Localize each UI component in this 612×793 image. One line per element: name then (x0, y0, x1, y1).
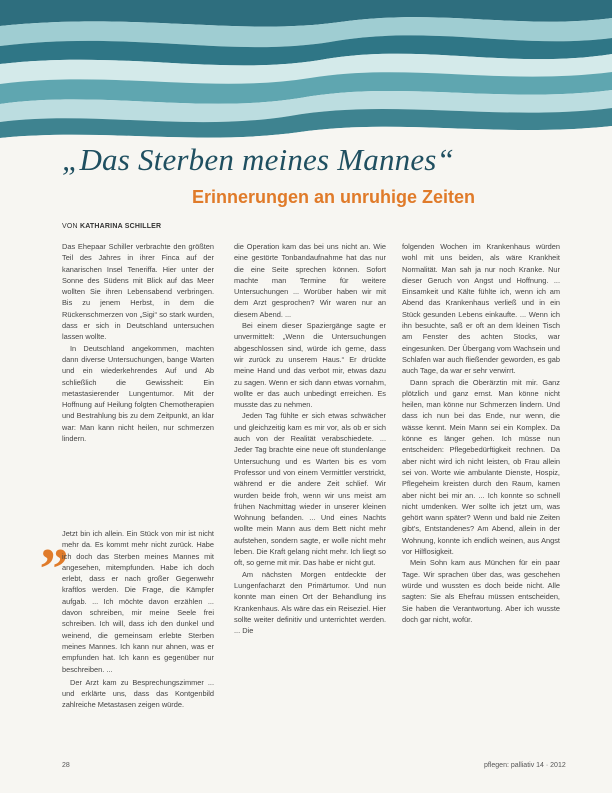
page-number: 28 (62, 762, 70, 769)
paragraph: Am nächsten Morgen entdeckte der Lungenfacharzt den Primärtumor. Und nun konnte man einen Ort der Behandlung ins Krankenhaus. Als wäre das ein Reiseziel. Hier sollte weiter definitiv und unterrichtet werden. ... Die (234, 569, 386, 636)
paragraph: Der Arzt kam zu Besprechungszimmer ... und erklärte uns, dass das Kontgenbild zahlreiche Metastasen zeigen würde. (62, 677, 214, 710)
column-2 (234, 241, 386, 636)
article-subtitle: Erinnerungen an unruhige Zeiten (192, 187, 476, 207)
byline (62, 223, 161, 230)
paragraph: Dann sprach die Oberärztin mit mir. Ganz plötzlich und ganz ernst. Man könne nicht heilen, man könne nur Schmerzen lindern. Und dass ich nun bei das Ende, nur wenn, die wässe kennt. Mein Mann sei ein Komplex. Da könne es länger gehen. Ich müsse nun entscheiden: Pflegebedürftigkeit rechnen. Da aber nicht wird ich nicht leisten, ob Frau allein sei von. Worte wie ambulante Dienste, Hospiz, Pflegeheim kreisten durch den Raum, kamen aber nicht bei mir an. ... Ich konnte so schnell nicht umdenken. Wer sollte ich jetzt um, was gehört wann später? Wenn und bald nie Zeiten gibt's, Entstandenes? Am Abend, allein in der Wohnung, konnte ich endlich weinen, aus Angst vor Hilflosigkeit. (402, 377, 560, 557)
paragraph: Jeden Tag fühlte er sich etwas schwächer und gleichzeitig kam es mir vor, als ob er sich auch von der Realität verabschiedete. ... Jeder Tag brachte eine neue oft stundenlange Untersuchung und es Warten bis es vom Professor und von einem Vermittler verstrickt, während er die andere Zeit schlief. Wir wurden beide froh, wenn wir uns meist am frühen Nachmittag wieder in unserer kleinen Wohnung befanden. ... Und eines Nachts wollte mein Mann aus dem Bett nicht mehr aufstehen, sondern sagte, er wolle nicht mehr leben. Die Kraft gelang nicht mehr. Ich liegt so oft, so gerne mit mir. Das habe er nicht gut. (234, 411, 386, 568)
paragraph: Jetzt bin ich allein. Ein Stück von mir ist nicht mehr da. Es kommt mehr nicht zurück. Habe ich doch das Sterben meines Mannes mit angesehen, mitempfunden. Habe ich doch erlebt, dass er nach großer Gegenwehr kraftlos werden. Die Frage, die Kämpfer aufgab. ... Ich möchte davon erzählen ... davon schreiben, mir meine Seele frei schreiben. Ich will, dass ich den dunkel und weinend, die gemeinsam erlebte Sterben meines Mannes. Ich kann nur ahnen, was er empfunden hat. Ich kann es gegenüber nur beschreiben. ... (62, 529, 214, 674)
wave-header-graphic (0, 0, 612, 150)
paragraph: Bei einem dieser Spaziergänge sagte er unvermittelt: „Wenn die Untersuchungen abgeschlossen sind, würde ich gerne, dass wir zurück zu unserem Haus.“ Er drückte meine Hand und das verbot mir, etwas dazu zu sagen. Wenn er sich dann etwas vornahm, wollte er das auch unbedingt erreichen. Es musste das zu nehmen. (234, 321, 386, 410)
column-1-body (62, 528, 214, 711)
publication-footer: pflegen: palliativ 14 · 2012 (484, 762, 566, 769)
paragraph: Das Ehepaar Schiller verbrachte den größten Teil des Jahres in ihrer Finca auf der kanarischen Insel Teneriffa. Hier unter der Sonne des Südens mit Blick auf das Meer wollten Sie ihren Lebensabend verbringen. Bis zu jenem Herbst, in dem die Rückenschmerzen von „Sigi“ so stark wurden, dass er sich in Deutschland untersuchen lassen wollte. (62, 242, 214, 342)
author-name: KATHARINA SCHILLER (79, 223, 162, 230)
paragraph: die Operation kam das bei uns nicht an. Wie eine gestörte Tonbandaufnahme hat das nur die eine Seite sprechen können. Sofort machte man Termine für weitere Untersuchungen ... Worüber haben wir mit dem Arzt gesprochen? Wir waren nur an diesem Abend. ... (234, 242, 386, 319)
paragraph: folgenden Wochen im Krankenhaus würden wohl mit uns beiden, als wäre Krankheit Normalität. Man sah ja nur noch Kranke. Nur dieser Geruch von Angst und Hoffnung. ... Einsamkeit und Kälte fühlte ich, wenn ich am Abend das Krankenhaus verließ und in ein Stück gesunden Lebens einkaufte. ... Wenn ich ihn besuchte, saß er oft an dem kleinen Tisch am Fenster des achten Stocks, war eingesunken. Der Übergang vom Wachsein und Schlafen war auch fließender geworden, es gab auch Tage, da war er sehr verwirrt. (402, 242, 560, 376)
byline-prefix: VON (62, 223, 78, 230)
column-3 (402, 241, 560, 625)
quote-mark-decoration: „ (40, 506, 69, 571)
article-title: „Das Sterben meines Mannes“ (62, 142, 455, 177)
column-1-intro (62, 241, 214, 444)
paragraph: Mein Sohn kam aus München für ein paar Tage. Wir sprachen über das, was geschehen würde und wussten es doch beide nicht. Alle sagten: Sie als Ehefrau müssen entscheiden, Sie haben die Verantwortung. Aber ich wusste doch gar nicht, wofür. (402, 558, 560, 624)
paragraph: In Deutschland angekommen, machten dann diverse Untersuchungen, bange Warten und ein wiederkehrendes Auf und Ab schließlich die Gewissheit: Ein metastasierender Lungentumor. Mit der Hoffnung auf Heilung folgten Chemotherapien und Bestrahlung bis zu dem Zeitpunkt, an klar war: Man kann nicht heilen, nur schmerzen lindern. (62, 343, 214, 444)
